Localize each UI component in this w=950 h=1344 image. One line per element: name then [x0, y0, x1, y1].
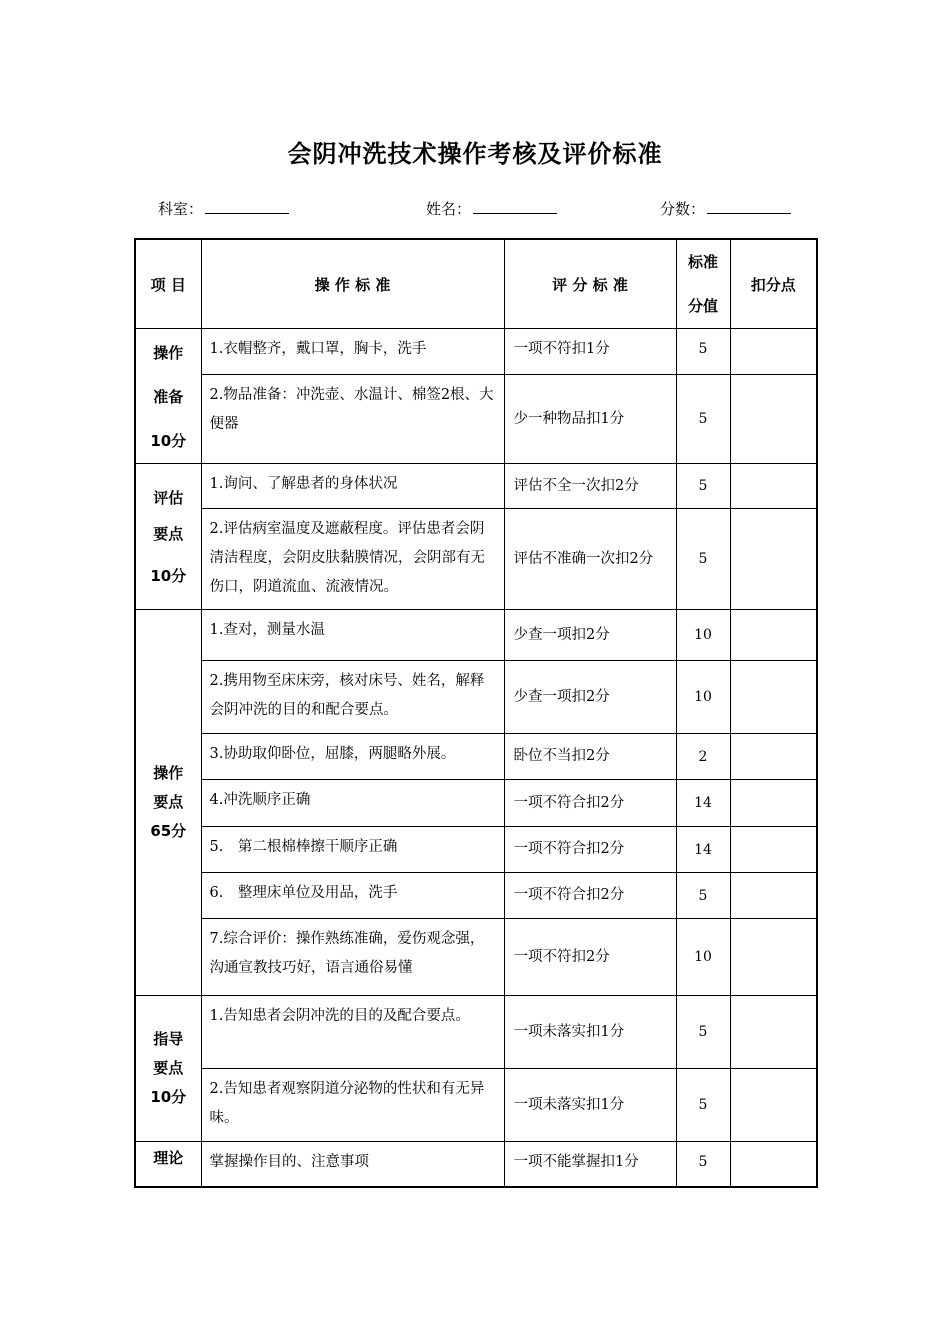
- table-header-row: [135, 239, 817, 329]
- deduction-cell[interactable]: [730, 375, 817, 464]
- value-cell: 14: [676, 780, 730, 827]
- table-row: [135, 1069, 817, 1142]
- table-row: [135, 661, 817, 734]
- deduction-cell[interactable]: [730, 1142, 817, 1187]
- standard-cell: 4.冲洗顺序正确: [201, 780, 504, 827]
- scoring-cell: 评估不准确一次扣2分: [504, 509, 676, 610]
- table-row: [135, 734, 817, 780]
- category-line: 65分: [150, 822, 187, 840]
- value-cell: 5: [676, 329, 730, 375]
- deduction-cell[interactable]: [730, 996, 817, 1069]
- standard-cell: 6. 整理床单位及用品，洗手: [201, 873, 504, 919]
- department-field: [158, 198, 289, 219]
- table-row: [135, 610, 817, 661]
- scoring-cell: 一项未落实扣1分: [504, 1069, 676, 1142]
- name-label: 姓名：: [426, 200, 472, 218]
- header-scoring: 评 分 标 准: [504, 239, 676, 329]
- scoring-cell: 少查一项扣2分: [504, 661, 676, 734]
- deduction-cell[interactable]: [730, 464, 817, 509]
- category-line: 要点: [153, 1059, 184, 1077]
- value-cell: 5: [676, 1142, 730, 1187]
- table-row: [135, 780, 817, 827]
- category-line: 理论: [153, 1149, 184, 1167]
- value-cell: 10: [676, 661, 730, 734]
- scoring-cell: 一项不符合扣2分: [504, 873, 676, 919]
- value-cell: 10: [676, 610, 730, 661]
- category-cell: [135, 329, 201, 464]
- header-value: [676, 239, 730, 329]
- category-cell: [135, 464, 201, 610]
- category-line: 要点: [153, 524, 184, 543]
- table-row: [135, 827, 817, 873]
- category-line: 10分: [150, 432, 187, 450]
- category-line: 准备: [153, 388, 184, 406]
- category-cell: [135, 996, 201, 1142]
- table-row: [135, 919, 817, 996]
- deduction-cell[interactable]: [730, 873, 817, 919]
- header-value-line2: 分值: [687, 297, 718, 315]
- header-standard: 操 作 标 准: [201, 239, 504, 329]
- scoring-cell: 一项不符扣1分: [504, 329, 676, 375]
- value-cell: 10: [676, 919, 730, 996]
- scoring-cell: 一项不能掌握扣1分: [504, 1142, 676, 1187]
- category-line: 评估: [153, 488, 184, 507]
- category-line: 10分: [150, 1088, 187, 1106]
- value-cell: 5: [676, 375, 730, 464]
- value-cell: 5: [676, 1069, 730, 1142]
- category-line: 操作: [153, 764, 184, 782]
- scoring-cell: 少查一项扣2分: [504, 610, 676, 661]
- table-row: [135, 873, 817, 919]
- header-deduction: 扣分点: [730, 239, 817, 329]
- standard-cell: 掌握操作目的、注意事项: [201, 1142, 504, 1187]
- deduction-cell[interactable]: [730, 780, 817, 827]
- assessment-table: [134, 238, 818, 1188]
- standard-cell: 2.携用物至床床旁，核对床号、姓名，解释会阴冲洗的目的和配合要点。: [201, 661, 504, 734]
- deduction-cell[interactable]: [730, 610, 817, 661]
- value-cell: 14: [676, 827, 730, 873]
- standard-cell: 2.评估病室温度及遮蔽程度。评估患者会阴清洁程度，会阴皮肤黏膜情况，会阴部有无伤口，阴道流血、流液情况。: [201, 509, 504, 610]
- category-line: 要点: [153, 793, 184, 811]
- header-item: 项 目: [135, 239, 201, 329]
- category-line: 操作: [153, 344, 184, 362]
- table-row: [135, 375, 817, 464]
- category-cell: [135, 1142, 201, 1187]
- value-cell: 5: [676, 464, 730, 509]
- standard-cell: 1.衣帽整齐，戴口罩，胸卡，洗手: [201, 329, 504, 375]
- table-row: [135, 1142, 817, 1187]
- table-row: [135, 996, 817, 1069]
- deduction-cell[interactable]: [730, 1069, 817, 1142]
- value-cell: 5: [676, 996, 730, 1069]
- scoring-cell: 一项不符扣2分: [504, 919, 676, 996]
- score-field: [660, 198, 791, 219]
- category-line: 指导: [153, 1030, 184, 1048]
- category-cell: [135, 610, 201, 996]
- deduction-cell[interactable]: [730, 919, 817, 996]
- scoring-cell: 一项不符合扣2分: [504, 780, 676, 827]
- scoring-cell: 一项未落实扣1分: [504, 996, 676, 1069]
- department-label: 科室：: [158, 200, 204, 218]
- standard-cell: 7.综合评价：操作熟练准确，爱伤观念强，沟通宣教技巧好，语言通俗易懂: [201, 919, 504, 996]
- scoring-cell: 一项不符合扣2分: [504, 827, 676, 873]
- name-blank[interactable]: [473, 199, 557, 214]
- value-cell: 2: [676, 734, 730, 780]
- value-cell: 5: [676, 509, 730, 610]
- standard-cell: 5. 第二根棉棒擦干顺序正确: [201, 827, 504, 873]
- header-value-line1: 标准: [687, 253, 718, 271]
- scoring-cell: 少一种物品扣1分: [504, 375, 676, 464]
- standard-cell: 2.告知患者观察阴道分泌物的性状和有无异味。: [201, 1069, 504, 1142]
- standard-cell: 2.物品准备：冲洗壶、水温计、棉签2根、大便器: [201, 375, 504, 464]
- deduction-cell[interactable]: [730, 329, 817, 375]
- name-field: [426, 198, 557, 219]
- value-cell: 5: [676, 873, 730, 919]
- table-row: [135, 509, 817, 610]
- deduction-cell[interactable]: [730, 509, 817, 610]
- scoring-cell: 评估不全一次扣2分: [504, 464, 676, 509]
- standard-cell: 1.询问、了解患者的身体状况: [201, 464, 504, 509]
- deduction-cell[interactable]: [730, 734, 817, 780]
- score-blank[interactable]: [707, 199, 791, 214]
- standard-cell: 3.协助取仰卧位，屈膝，两腿略外展。: [201, 734, 504, 780]
- deduction-cell[interactable]: [730, 661, 817, 734]
- standard-cell: 1.查对，测量水温: [201, 610, 504, 661]
- department-blank[interactable]: [205, 199, 289, 214]
- table-row: [135, 329, 817, 375]
- standard-cell: 1.告知患者会阴冲洗的目的及配合要点。: [201, 996, 504, 1069]
- scoring-cell: 卧位不当扣2分: [504, 734, 676, 780]
- category-line: 10分: [150, 566, 187, 585]
- score-label: 分数：: [660, 200, 706, 218]
- deduction-cell[interactable]: [730, 827, 817, 873]
- table-row: [135, 464, 817, 509]
- page-title: 会阴冲洗技术操作考核及评价标准: [287, 140, 663, 168]
